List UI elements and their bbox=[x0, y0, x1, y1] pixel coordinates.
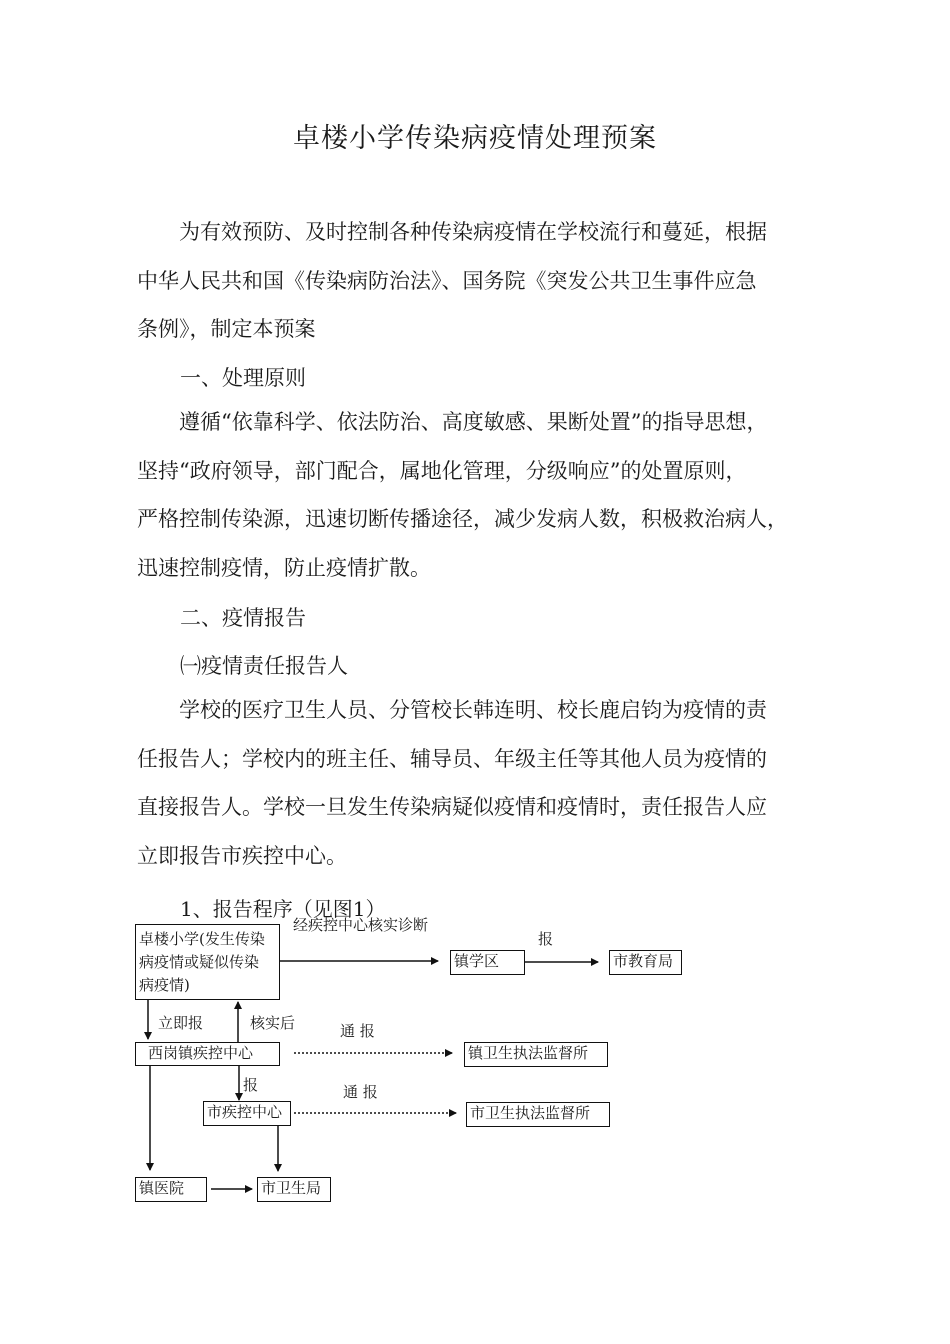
principles-line: 遵循“依靠科学、依法防治、高度敏感、果断处置”的指导思想， bbox=[179, 410, 768, 434]
school-box-line: 病疫情或疑似传染 bbox=[139, 953, 260, 971]
label-report: 报 bbox=[538, 930, 554, 948]
reporter-line: 任报告人；学校内的班主任、辅导员、年级主任等其他人员为疫情的 bbox=[137, 746, 767, 771]
section-heading-principles: 一、处理原则 bbox=[180, 366, 306, 390]
document-title: 卓楼小学传染病疫情处理预案 bbox=[293, 123, 657, 154]
school-box bbox=[135, 924, 280, 1000]
intro-line: 为有效预防、及时控制各种传染病疫情在学校流行和蔓延，根据 bbox=[179, 220, 767, 244]
intro-line: 中华人民共和国《传染病防治法》、国务院《突发公共卫生事件应急 bbox=[137, 268, 757, 293]
section-heading-report: 二、疫情报告 bbox=[180, 606, 306, 630]
town-cdc-box: 西岗镇疾控中心 bbox=[135, 1042, 280, 1066]
label-immediate-report: 立即报 bbox=[158, 1014, 204, 1032]
procedure-heading: 1、报告程序（见图1） bbox=[180, 897, 386, 921]
reporter-line: 学校的医疗卫生人员、分管校长韩连明、校长鹿启钧为疫情的责 bbox=[179, 698, 767, 722]
city-health-supervision-box: 市卫生执法监督所 bbox=[466, 1102, 610, 1127]
town-district-box: 镇学区 bbox=[450, 950, 525, 975]
city-education-box: 市教育局 bbox=[609, 950, 682, 975]
school-box-line: 病疫情) bbox=[139, 976, 190, 994]
principles-line: 迅速控制疫情，防止疫情扩散。 bbox=[137, 555, 431, 580]
label-report-city-cdc: 报 bbox=[243, 1076, 259, 1094]
reporter-line: 直接报告人。学校一旦发生传染病疑似疫情和疫情时，责任报告人应 bbox=[137, 795, 767, 819]
city-health-bureau-box: 市卫生局 bbox=[257, 1177, 331, 1202]
principles-line: 坚持“政府领导，部门配合，属地化管理，分级响应”的处置原则， bbox=[137, 458, 747, 483]
principles-line: 严格控制传染源，迅速切断传播途径，减少发病人数，积极救治病人， bbox=[137, 507, 788, 531]
reporter-line: 立即报告市疾控中心。 bbox=[137, 843, 347, 868]
town-health-supervision-box: 镇卫生执法监督所 bbox=[464, 1042, 608, 1067]
subheading-responsible-reporter: ㈠疫情责任报告人 bbox=[180, 654, 348, 678]
label-after-verify: 核实后 bbox=[250, 1014, 296, 1032]
school-box-line: 卓楼小学(发生传染 bbox=[139, 930, 265, 948]
intro-line: 条例》，制定本预案 bbox=[137, 317, 316, 341]
city-cdc-box: 市疾控中心 bbox=[203, 1101, 291, 1126]
label-notify-town: 通 报 bbox=[340, 1022, 375, 1040]
label-verify-diagnosis: 经疾控中心核实诊断 bbox=[293, 916, 429, 934]
label-notify-city: 通 报 bbox=[343, 1083, 378, 1101]
town-hospital-box: 镇医院 bbox=[135, 1177, 207, 1202]
